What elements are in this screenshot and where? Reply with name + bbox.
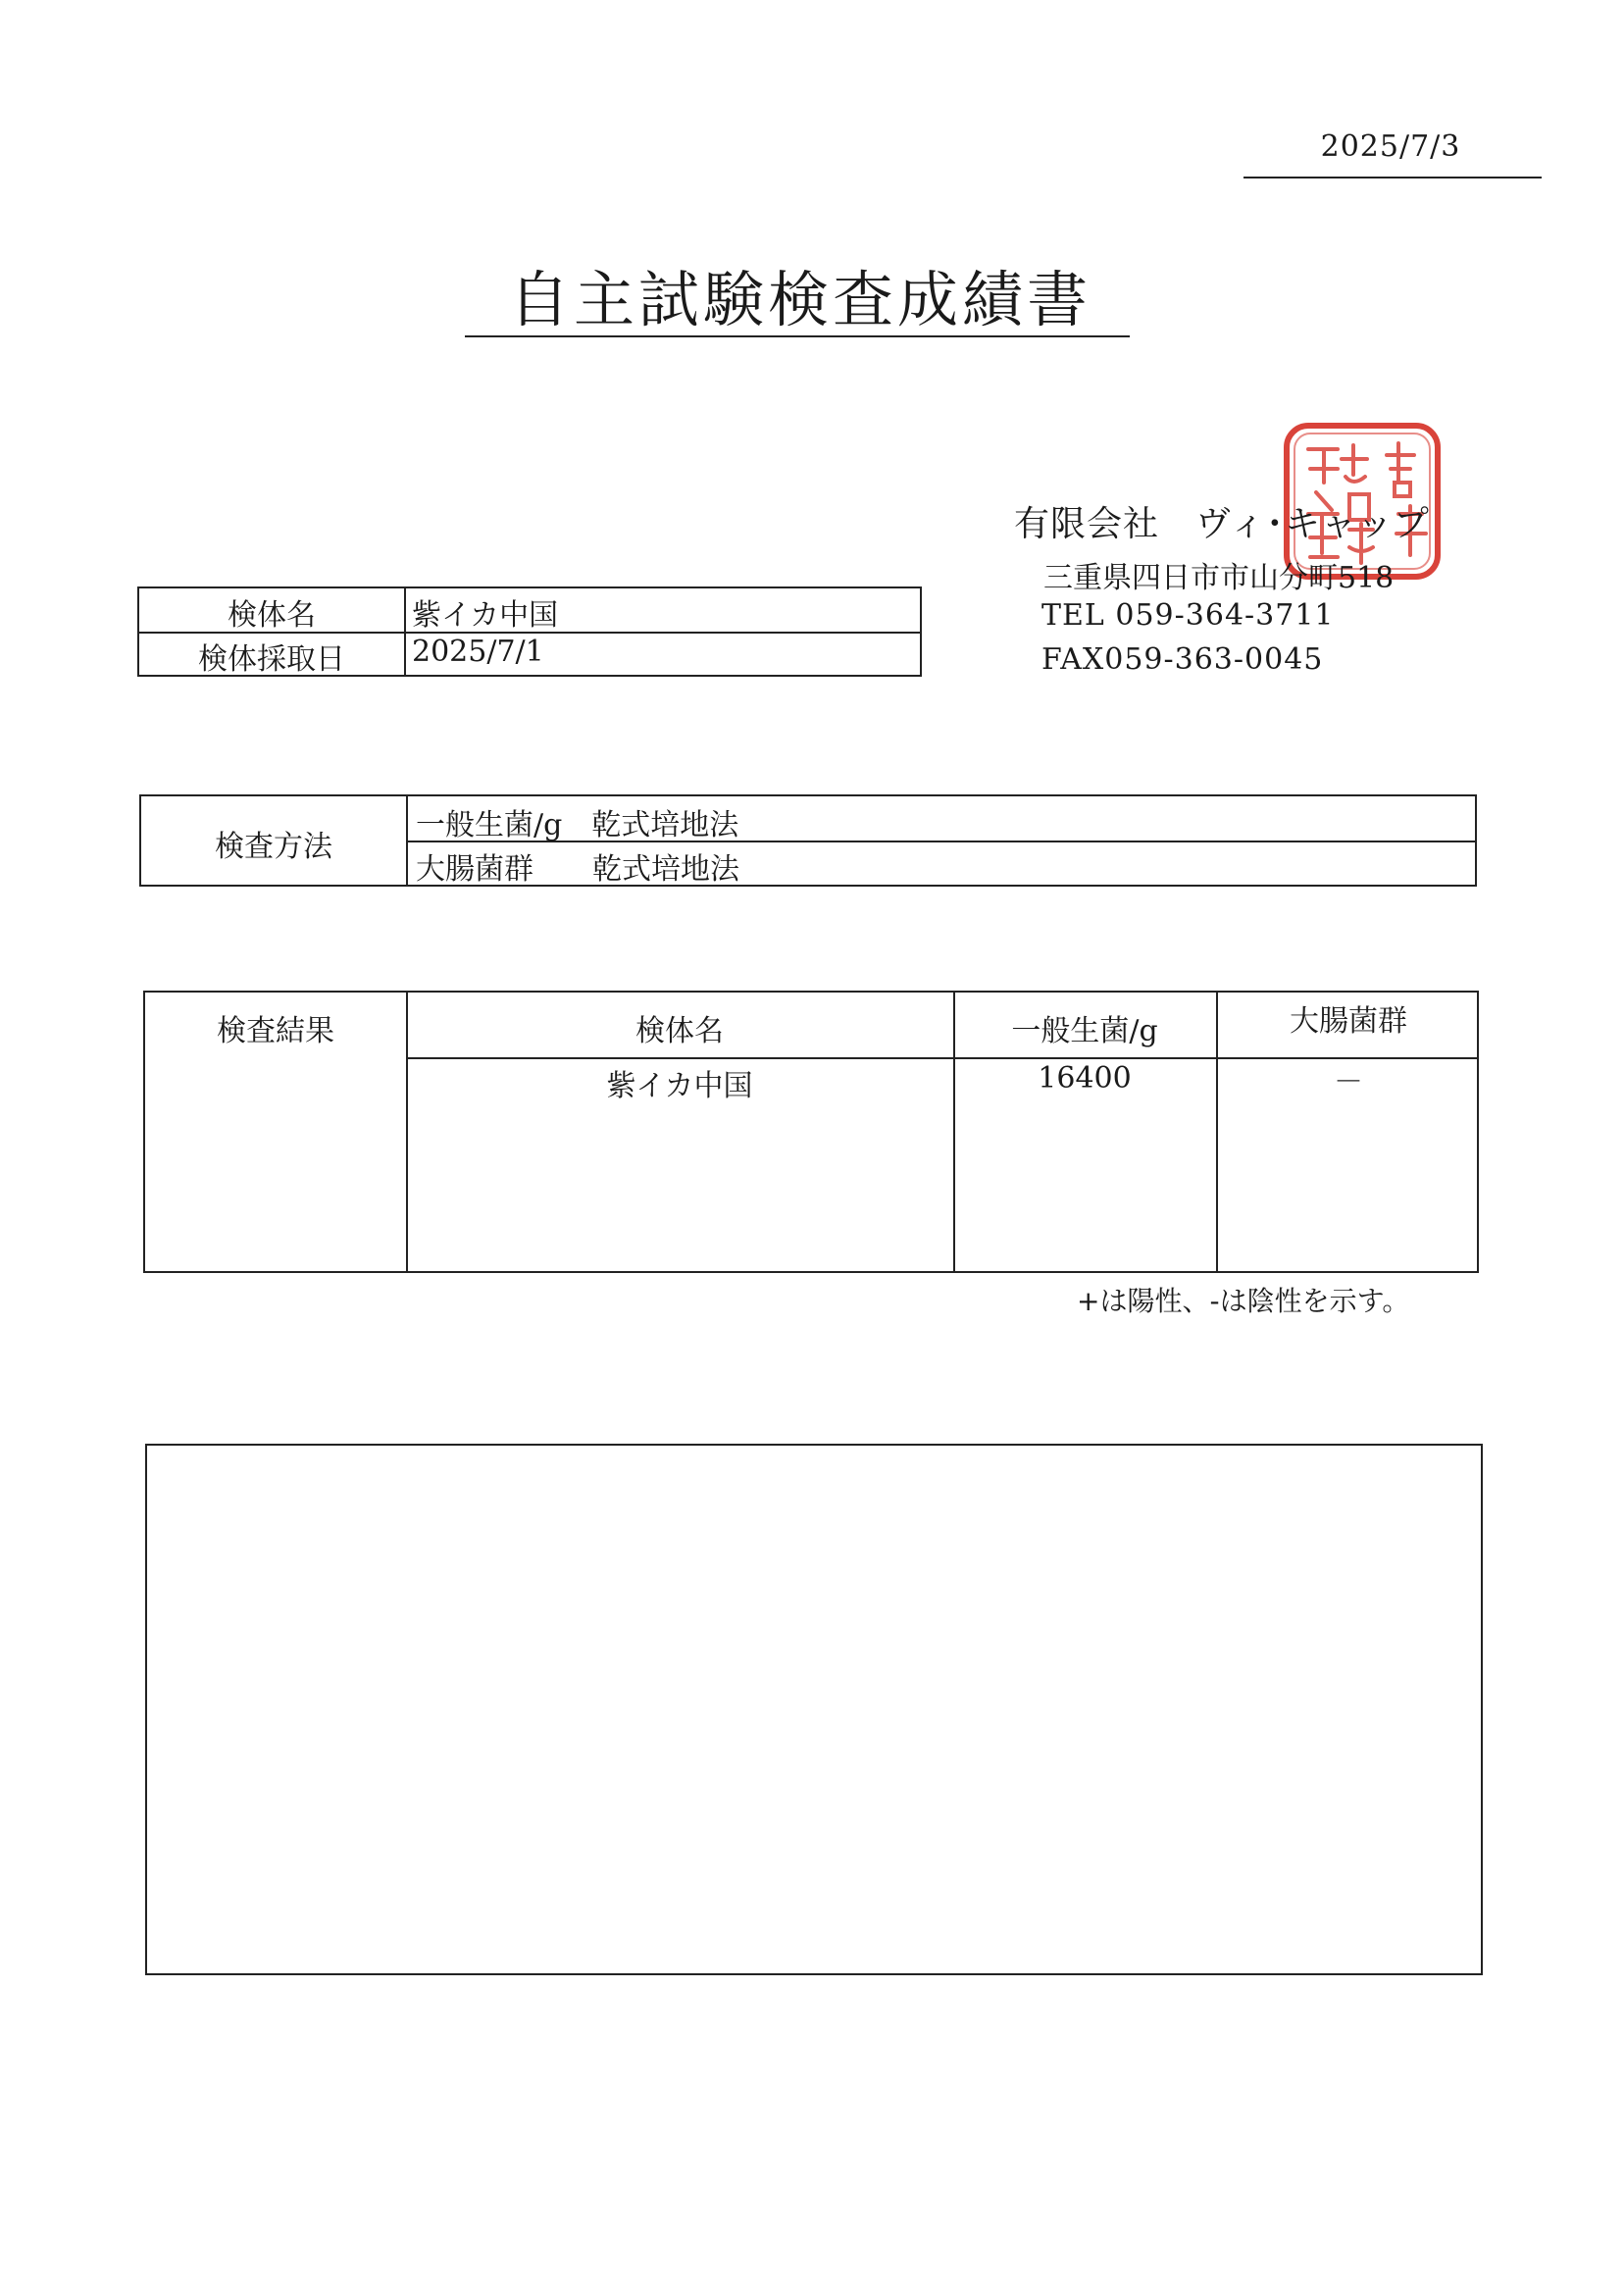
specimen-table xyxy=(137,586,922,677)
company-fax: FAX059-363-0045 xyxy=(1041,642,1324,677)
specimen-date-label: 検体採取日 xyxy=(198,642,345,677)
result-table xyxy=(143,991,1479,1273)
result-specimen-name: 紫イカ中国 xyxy=(606,1069,753,1103)
issue-date: 2025/7/3 xyxy=(1320,129,1461,164)
remarks-box xyxy=(145,1444,1483,1975)
date-underline xyxy=(1243,177,1542,178)
result-label: 検査結果 xyxy=(217,1014,334,1048)
method-row-general: 一般生菌/g 乾式培地法 xyxy=(416,808,739,842)
result-note: +は陽性、-は陰性を示す。 xyxy=(1077,1285,1410,1317)
method-table xyxy=(139,794,1477,887)
specimen-date-value: 2025/7/1 xyxy=(412,635,544,669)
company-tel: TEL 059-364-3711 xyxy=(1041,598,1335,633)
header-coliform: 大腸菌群 xyxy=(1290,1004,1407,1039)
specimen-name-label: 検体名 xyxy=(228,598,316,633)
specimen-name-value: 紫イカ中国 xyxy=(412,598,559,633)
title-underline xyxy=(465,335,1130,337)
method-row-coliform: 大腸菌群 乾式培地法 xyxy=(416,852,739,887)
result-general-bacteria: 16400 xyxy=(1038,1061,1132,1096)
company-address: 三重県四日市市山分町518 xyxy=(1043,561,1395,595)
method-label: 検査方法 xyxy=(215,830,332,864)
document-title: 自主試験検査成績書 xyxy=(508,264,1091,335)
header-general-bacteria: 一般生菌/g xyxy=(1011,1014,1158,1048)
header-specimen-name: 検体名 xyxy=(635,1014,724,1048)
company-name: 有限会社 ヴィ･キャップ xyxy=(1014,504,1430,544)
result-coliform: － xyxy=(1334,1065,1363,1099)
